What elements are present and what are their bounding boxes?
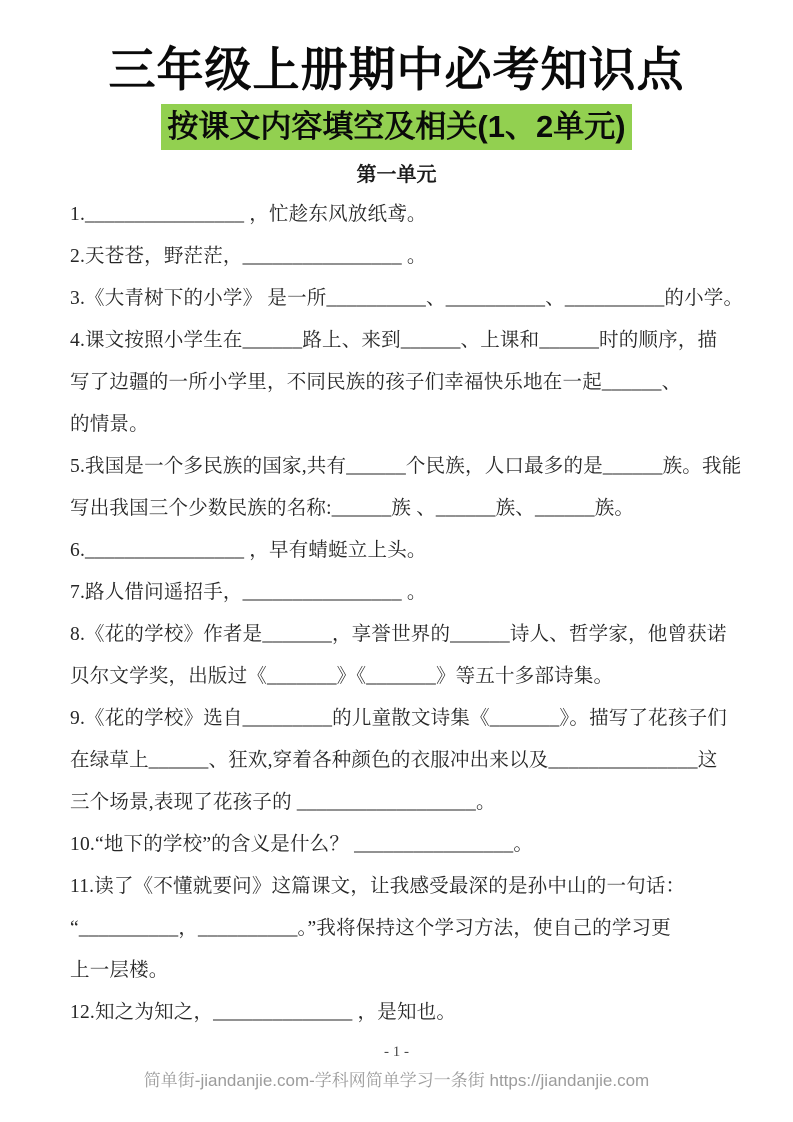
question-item (70, 824, 792, 866)
question-item (70, 992, 792, 1034)
page-title: 三年级上册期中必考知识点 (108, 43, 685, 96)
question-item (70, 194, 792, 236)
question-item (70, 614, 792, 698)
question-line: 三个场景,表现了花孩子的 __________________。 (70, 792, 496, 813)
question-line: 11.读了《不懂就要问》这篇课文，让我感受最深的是孙中山的一句话： (70, 876, 686, 897)
section-heading: 第一单元 (356, 164, 437, 186)
question-line: 上一层楼。 (70, 960, 169, 981)
question-line: 9.《花的学校》选自_________的儿童散文诗集《_______》。描写了花孩子们 (70, 708, 727, 729)
question-line: 在绿草上______、狂欢,穿着各种颜色的衣服冲出来以及_______________这 (70, 750, 718, 771)
page-subtitle-row (0, 104, 793, 154)
question-line: 贝尔文学奖，出版过《_______》《_______》等五十多部诗集。 (70, 666, 614, 687)
question-line: 5.我国是一个多民族的国家,共有______个民族，人口最多的是______族。我能 (70, 456, 742, 477)
question-item (70, 236, 792, 278)
question-line: 写出我国三个少数民族的名称:______族 、______族、______族。 (70, 498, 635, 519)
question-line: 12.知之为知之，______________ ，是知也。 (70, 1002, 457, 1023)
question-line: 写了边疆的一所小学里，不同民族的孩子们幸福快乐地在一起______、 (70, 372, 682, 393)
question-line: 2.天苍苍，野茫茫，________________ 。 (70, 246, 427, 267)
footer-text: 简单街-jiandanjie.com-学科网简单学习一条街 https://jiandanjie.com (143, 1071, 650, 1090)
question-list (70, 194, 792, 1034)
question-item (70, 698, 792, 824)
page-number: - 1 - (384, 1044, 409, 1060)
question-line: 10.“地下的学校”的含义是什么？ ________________。 (70, 834, 534, 855)
question-line: 的情景。 (70, 414, 149, 435)
question-item (70, 446, 792, 530)
question-line: 7.路人借问遥招手，________________ 。 (70, 582, 427, 603)
question-item (70, 530, 792, 572)
question-line: 6.________________ ，早有蜻蜓立上头。 (70, 540, 427, 561)
question-line: 1.________________ ，忙趁东风放纸鸢。 (70, 204, 427, 225)
question-item (70, 278, 792, 320)
question-line: 3.《大青树下的小学》 是一所__________、__________、__________的小学。 (70, 288, 744, 309)
question-item (70, 572, 792, 614)
question-item (70, 320, 792, 446)
question-line: “__________，__________。”我将保持这个学习方法，使自己的学习更 (70, 918, 671, 939)
question-line: 8.《花的学校》作者是_______，享誉世界的______诗人、哲学家，他曾获诺 (70, 624, 727, 645)
question-line: 4.课文按照小学生在______路上、来到______、上课和______时的顺序，描 (70, 330, 718, 351)
page-subtitle-highlight: 按课文内容填空及相关(1、2单元) (161, 104, 631, 150)
question-item (70, 866, 792, 992)
